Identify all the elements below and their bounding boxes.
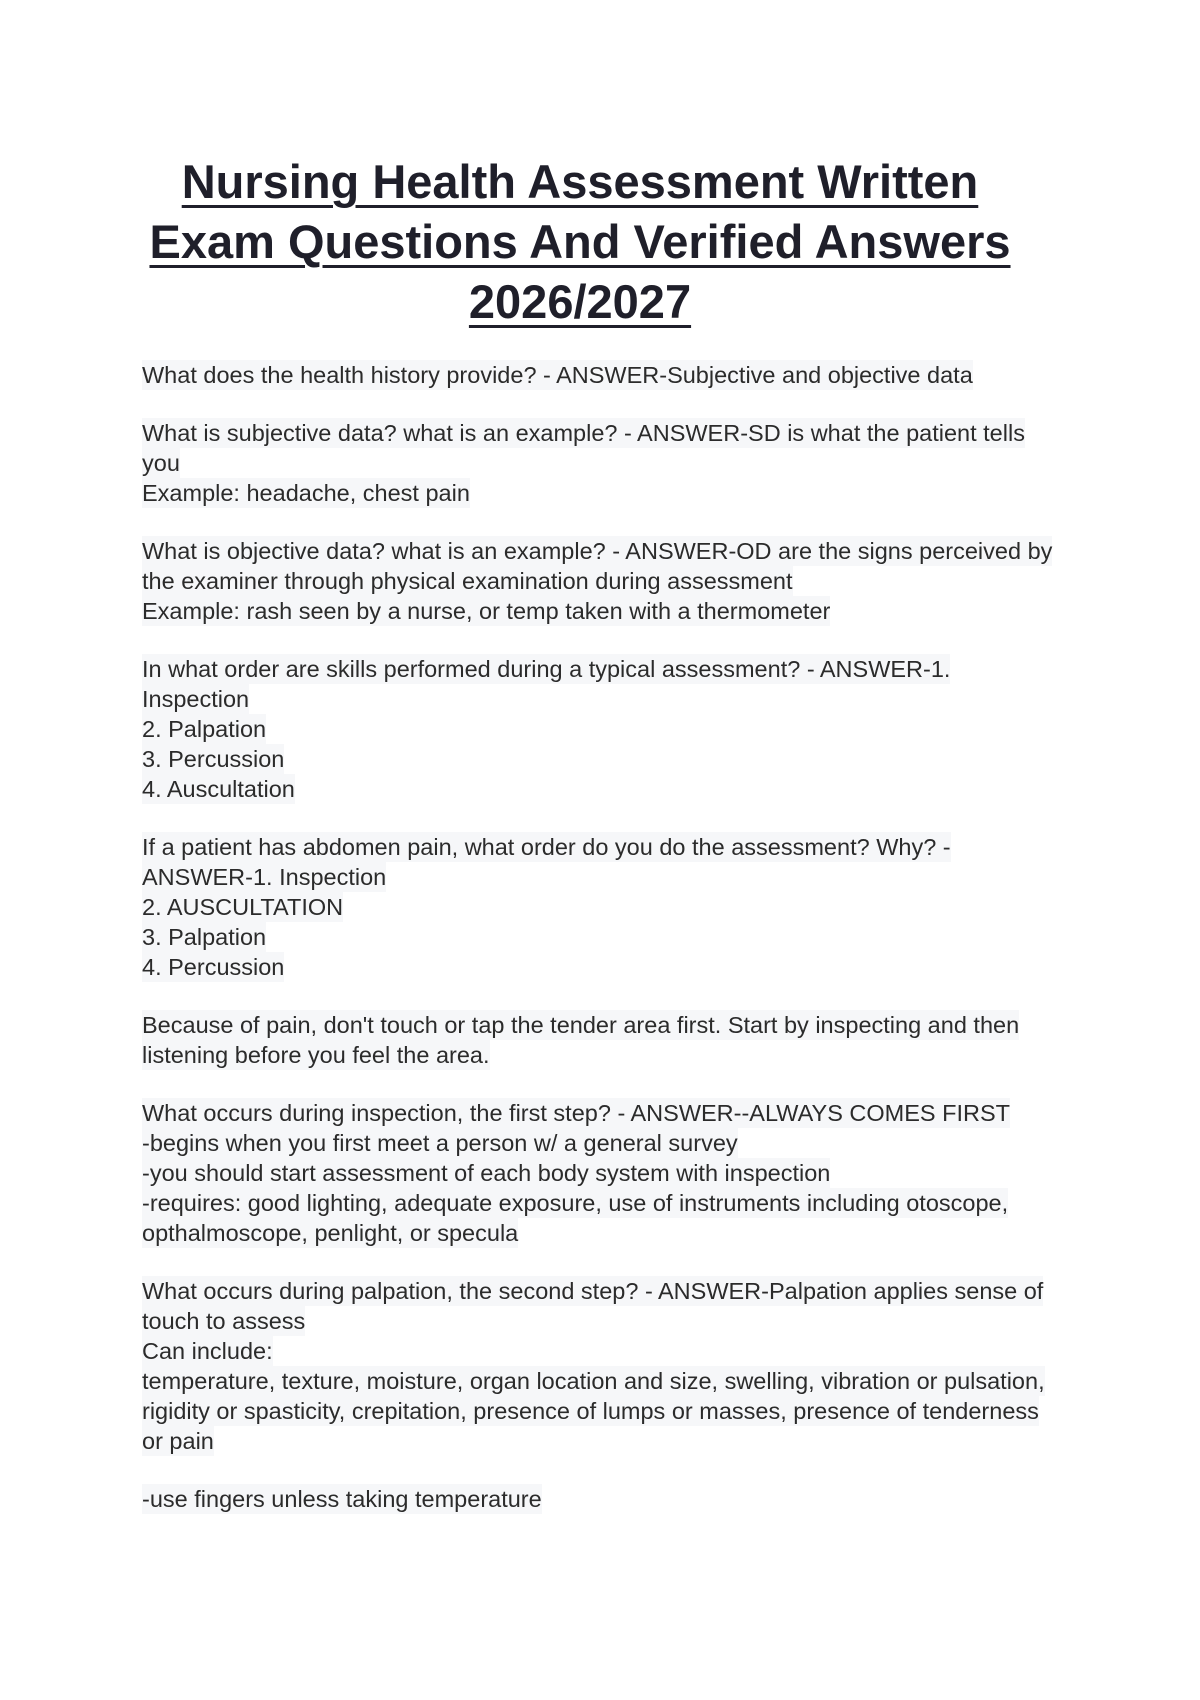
qa-line: 3. Palpation: [142, 924, 267, 950]
qa-line: listening before you feel the area.: [142, 1042, 490, 1068]
title-line-2: Exam Questions And Verified Answers: [149, 215, 1011, 268]
qa-line: 3. Percussion: [142, 746, 285, 772]
qa-item: [142, 832, 1077, 982]
qa-item: [142, 1484, 1077, 1514]
qa-line: Because of pain, don't touch or tap the tender area first. Start by inspecting and then: [142, 1012, 1020, 1038]
qa-line: opthalmoscope, penlight, or specula: [142, 1220, 519, 1246]
qa-line: -use fingers unless taking temperature: [142, 1486, 542, 1512]
qa-line: 4. Percussion: [142, 954, 285, 980]
qa-item: [142, 1276, 1077, 1456]
qa-line: Inspection: [142, 686, 250, 712]
qa-line: touch to assess: [142, 1308, 306, 1334]
qa-line: temperature, texture, moisture, organ location and size, swelling, vibration or pulsation,: [142, 1368, 1045, 1394]
qa-line: What is objective data? what is an example? - ANSWER-OD are the signs perceived by: [142, 538, 1053, 564]
qa-line: In what order are skills performed during a typical assessment? - ANSWER-1.: [142, 656, 951, 682]
qa-line: Can include:: [142, 1338, 273, 1364]
qa-line: -you should start assessment of each body system with inspection: [142, 1160, 831, 1186]
document-title: [110, 152, 1050, 332]
qa-line: -begins when you first meet a person w/ a general survey: [142, 1130, 738, 1156]
qa-line: 2. Palpation: [142, 716, 267, 742]
qa-line: If a patient has abdomen pain, what order do you do the assessment? Why? -: [142, 834, 951, 860]
qa-item: [142, 1010, 1077, 1070]
qa-line: or pain: [142, 1428, 214, 1454]
qa-line: What is subjective data? what is an example? - ANSWER-SD is what the patient tells: [142, 420, 1025, 446]
qa-line: 2. AUSCULTATION: [142, 894, 344, 920]
title-line-1: Nursing Health Assessment Written: [181, 155, 979, 208]
qa-line: Example: headache, chest pain: [142, 480, 470, 506]
qa-line: What occurs during palpation, the second step? - ANSWER-Palpation applies sense of: [142, 1278, 1044, 1304]
qa-line: rigidity or spasticity, crepitation, presence of lumps or masses, presence of tenderness: [142, 1398, 1039, 1424]
qa-item: [142, 360, 1077, 390]
qa-line: the examiner through physical examination during assessment: [142, 568, 793, 594]
qa-line: 4. Auscultation: [142, 776, 295, 802]
qa-item: [142, 536, 1077, 626]
qa-line: ANSWER-1. Inspection: [142, 864, 387, 890]
qa-line: What occurs during inspection, the first step? - ANSWER--ALWAYS COMES FIRST: [142, 1100, 1011, 1126]
qa-line: -requires: good lighting, adequate exposure, use of instruments including otoscope,: [142, 1190, 1009, 1216]
qa-content: [142, 360, 1077, 1542]
qa-item: [142, 418, 1077, 508]
qa-line: you: [142, 450, 180, 476]
qa-item: [142, 654, 1077, 804]
qa-line: Example: rash seen by a nurse, or temp taken with a thermometer: [142, 598, 831, 624]
qa-item: [142, 1098, 1077, 1248]
title-line-3: 2026/2027: [468, 275, 692, 328]
qa-line: What does the health history provide? - ANSWER-Subjective and objective data: [142, 362, 973, 388]
